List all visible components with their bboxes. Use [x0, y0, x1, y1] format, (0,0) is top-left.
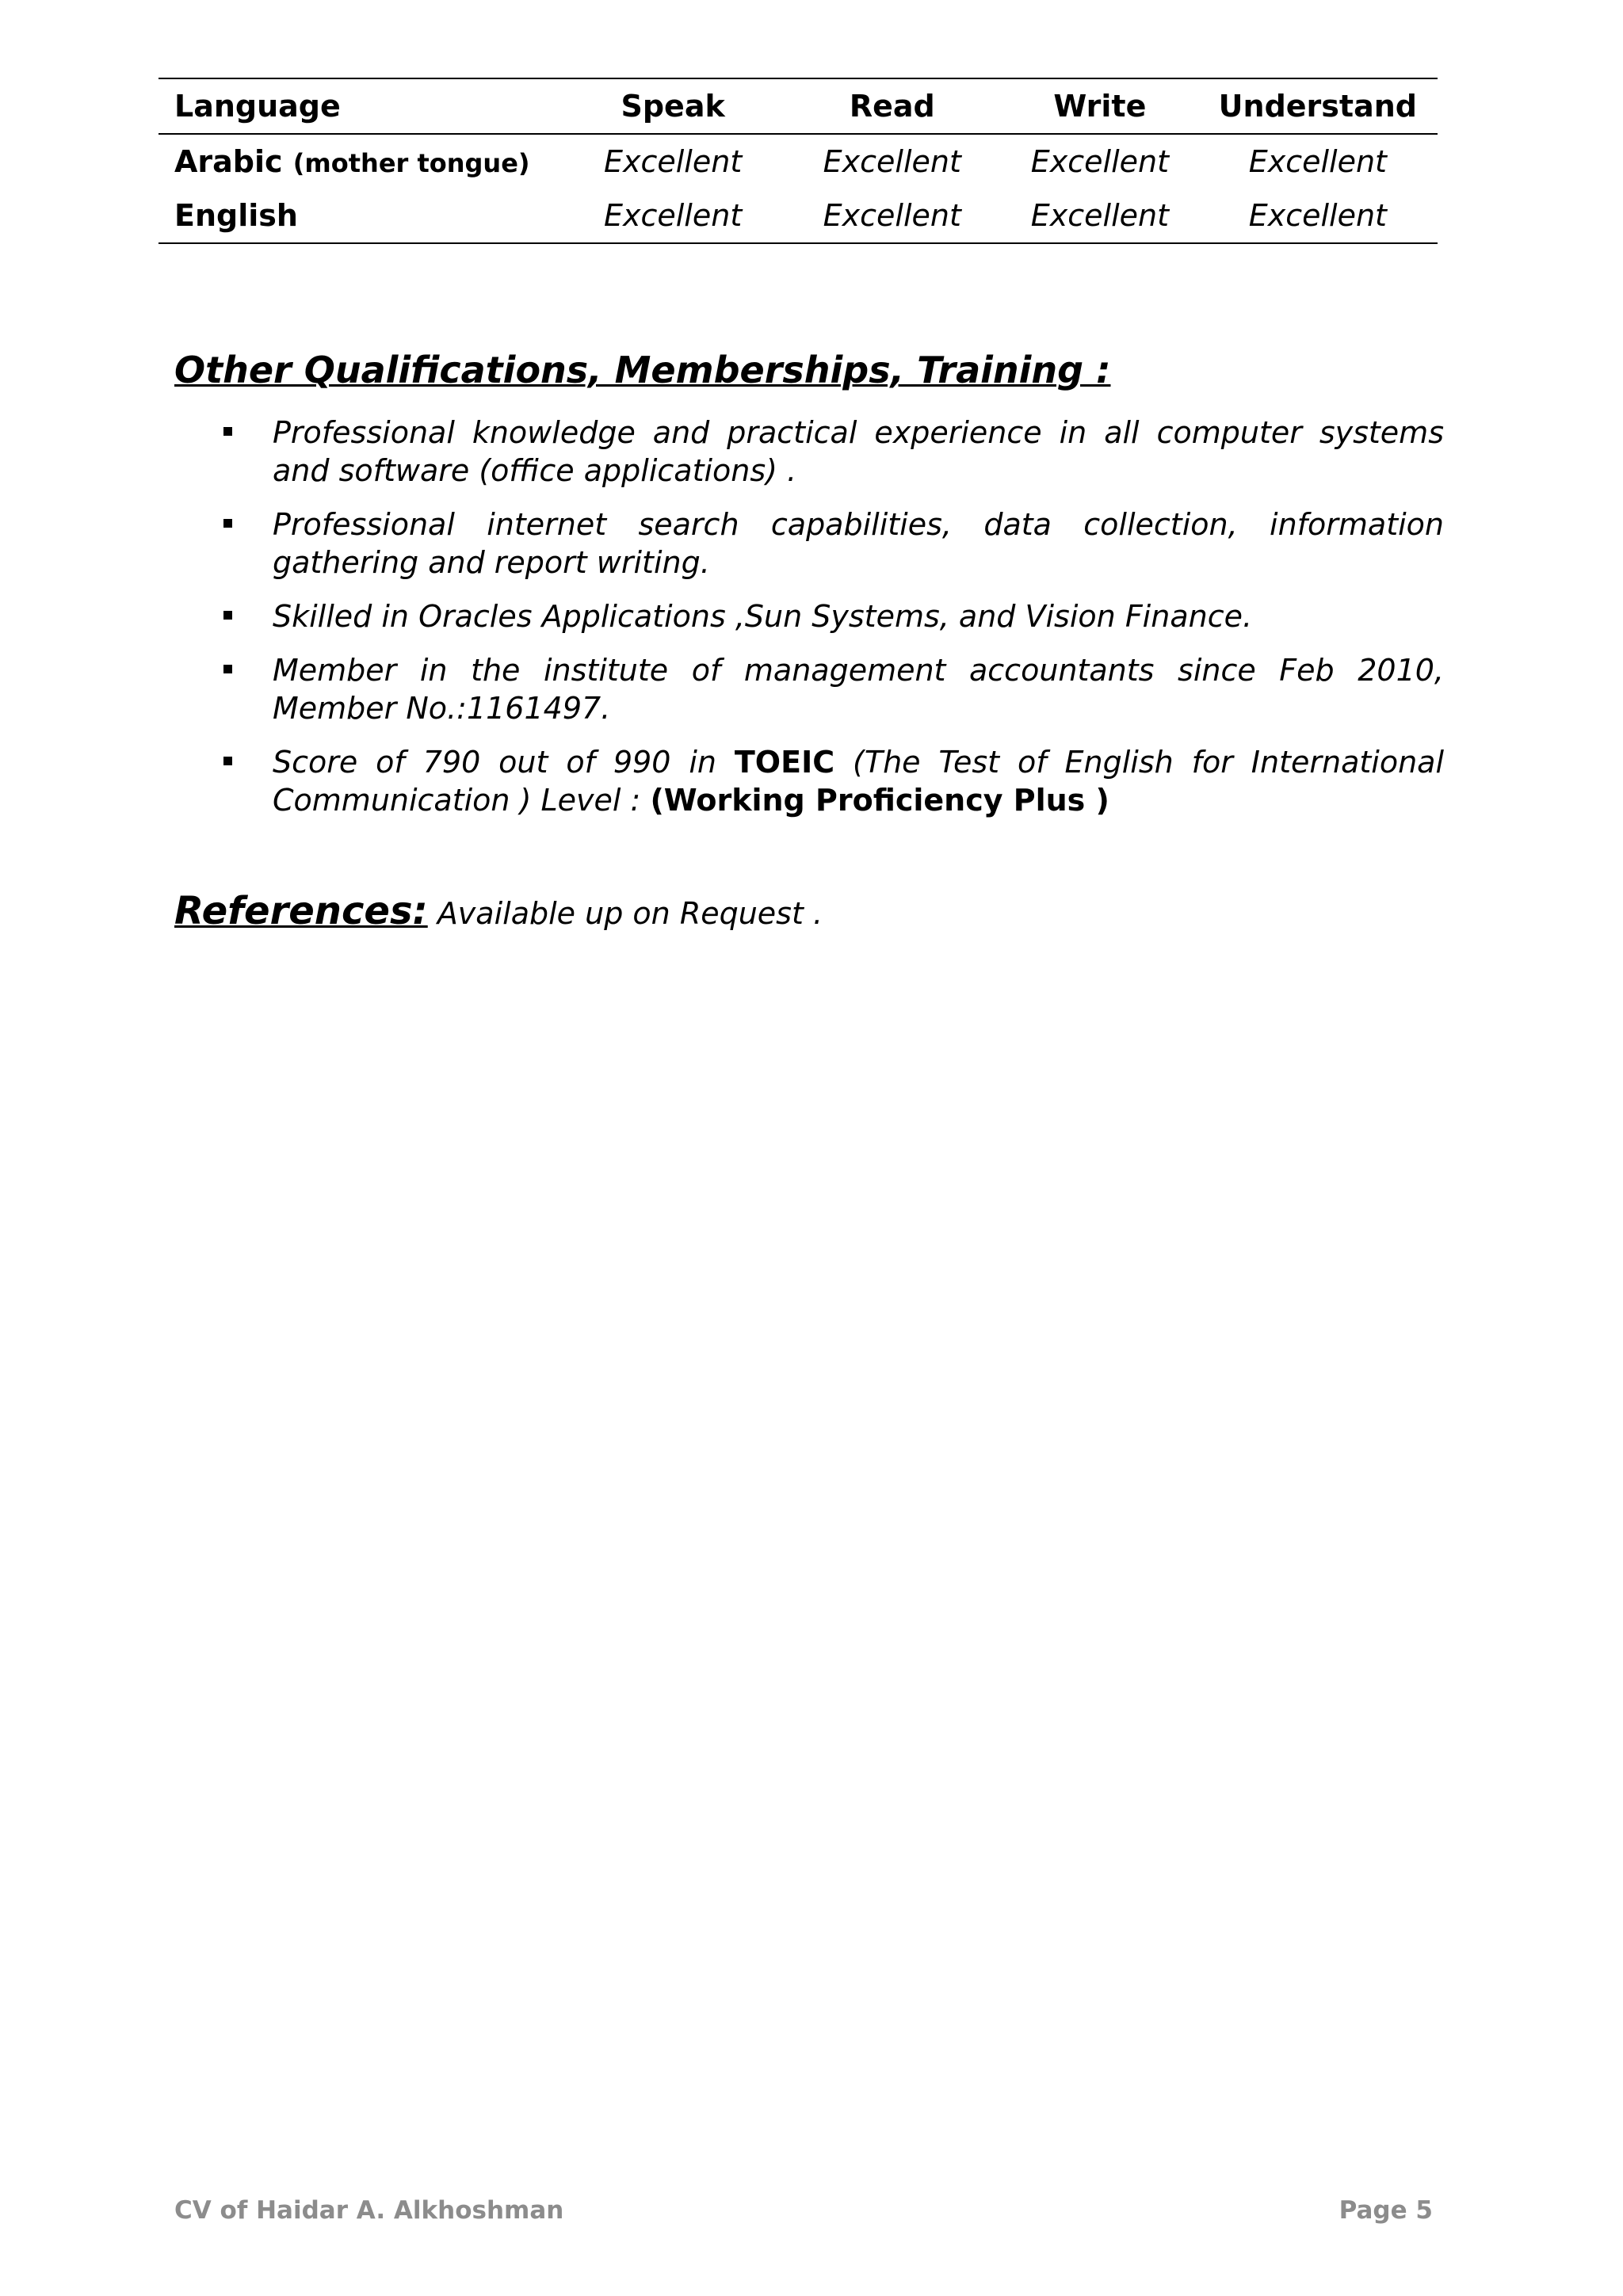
speak-level: Excellent: [603, 198, 743, 233]
table-row: [158, 189, 1438, 243]
header-write: Write: [1053, 89, 1147, 124]
list-item: [223, 597, 1444, 635]
square-bullet-icon: [223, 665, 232, 673]
read-level: Excellent: [823, 144, 961, 179]
qualification-text: Professional knowledge and practical experience in all computer systems and software (office applications) .: [273, 415, 1444, 488]
header-understand: Understand: [1218, 89, 1417, 124]
language-cell: [158, 134, 563, 189]
languages-header-row: [158, 78, 1438, 134]
table-row: [158, 134, 1438, 189]
write-level: Excellent: [1030, 144, 1169, 179]
language-note: (mother tongue): [292, 148, 530, 178]
square-bullet-icon: [223, 427, 232, 436]
language-name: Arabic: [174, 144, 283, 179]
qualifications-list: [223, 414, 1444, 835]
qualification-text: Member in the institute of management accountants since Feb 2010, Member No.:1161497.: [273, 653, 1444, 726]
header-language: Language: [174, 89, 341, 124]
understand-level: Excellent: [1248, 144, 1387, 179]
square-bullet-icon: [223, 757, 232, 765]
language-cell: [158, 189, 563, 243]
header-read: Read: [849, 89, 935, 124]
list-item: [223, 505, 1444, 582]
header-speak: Speak: [621, 89, 725, 124]
read-level: Excellent: [823, 198, 961, 233]
square-bullet-icon: [223, 519, 232, 528]
list-item: [223, 414, 1444, 490]
qualification-text: Skilled in Oracles Applications ,Sun Systems, and Vision Finance.: [273, 599, 1253, 634]
toeic-middle: (The Test of English for International Communication ) Level :: [273, 745, 1444, 818]
footer-cv-name: CV of Haidar A. Alkhoshman: [174, 2196, 564, 2225]
speak-level: Excellent: [603, 144, 743, 179]
footer-page-number: Page 5: [1338, 2196, 1433, 2225]
toeic-name: TOEIC: [734, 745, 835, 780]
references-text: Available up on Request .: [427, 896, 823, 931]
qualifications-title: Other Qualifications, Memberships, Training :: [174, 349, 1111, 391]
square-bullet-icon: [223, 611, 232, 620]
languages-table: [158, 78, 1438, 244]
list-item: [223, 651, 1444, 727]
toeic-level: (Working Proficiency Plus ): [650, 783, 1109, 818]
language-name: English: [174, 198, 298, 233]
references-label: References:: [174, 889, 428, 933]
understand-level: Excellent: [1248, 198, 1387, 233]
list-item: [223, 743, 1444, 819]
write-level: Excellent: [1030, 198, 1169, 233]
toeic-prefix: Score of 790 out of 990 in: [273, 745, 735, 780]
references-line: [174, 889, 823, 933]
qualification-text: Professional internet search capabilities, data collection, information gathering and report writing.: [273, 507, 1444, 580]
